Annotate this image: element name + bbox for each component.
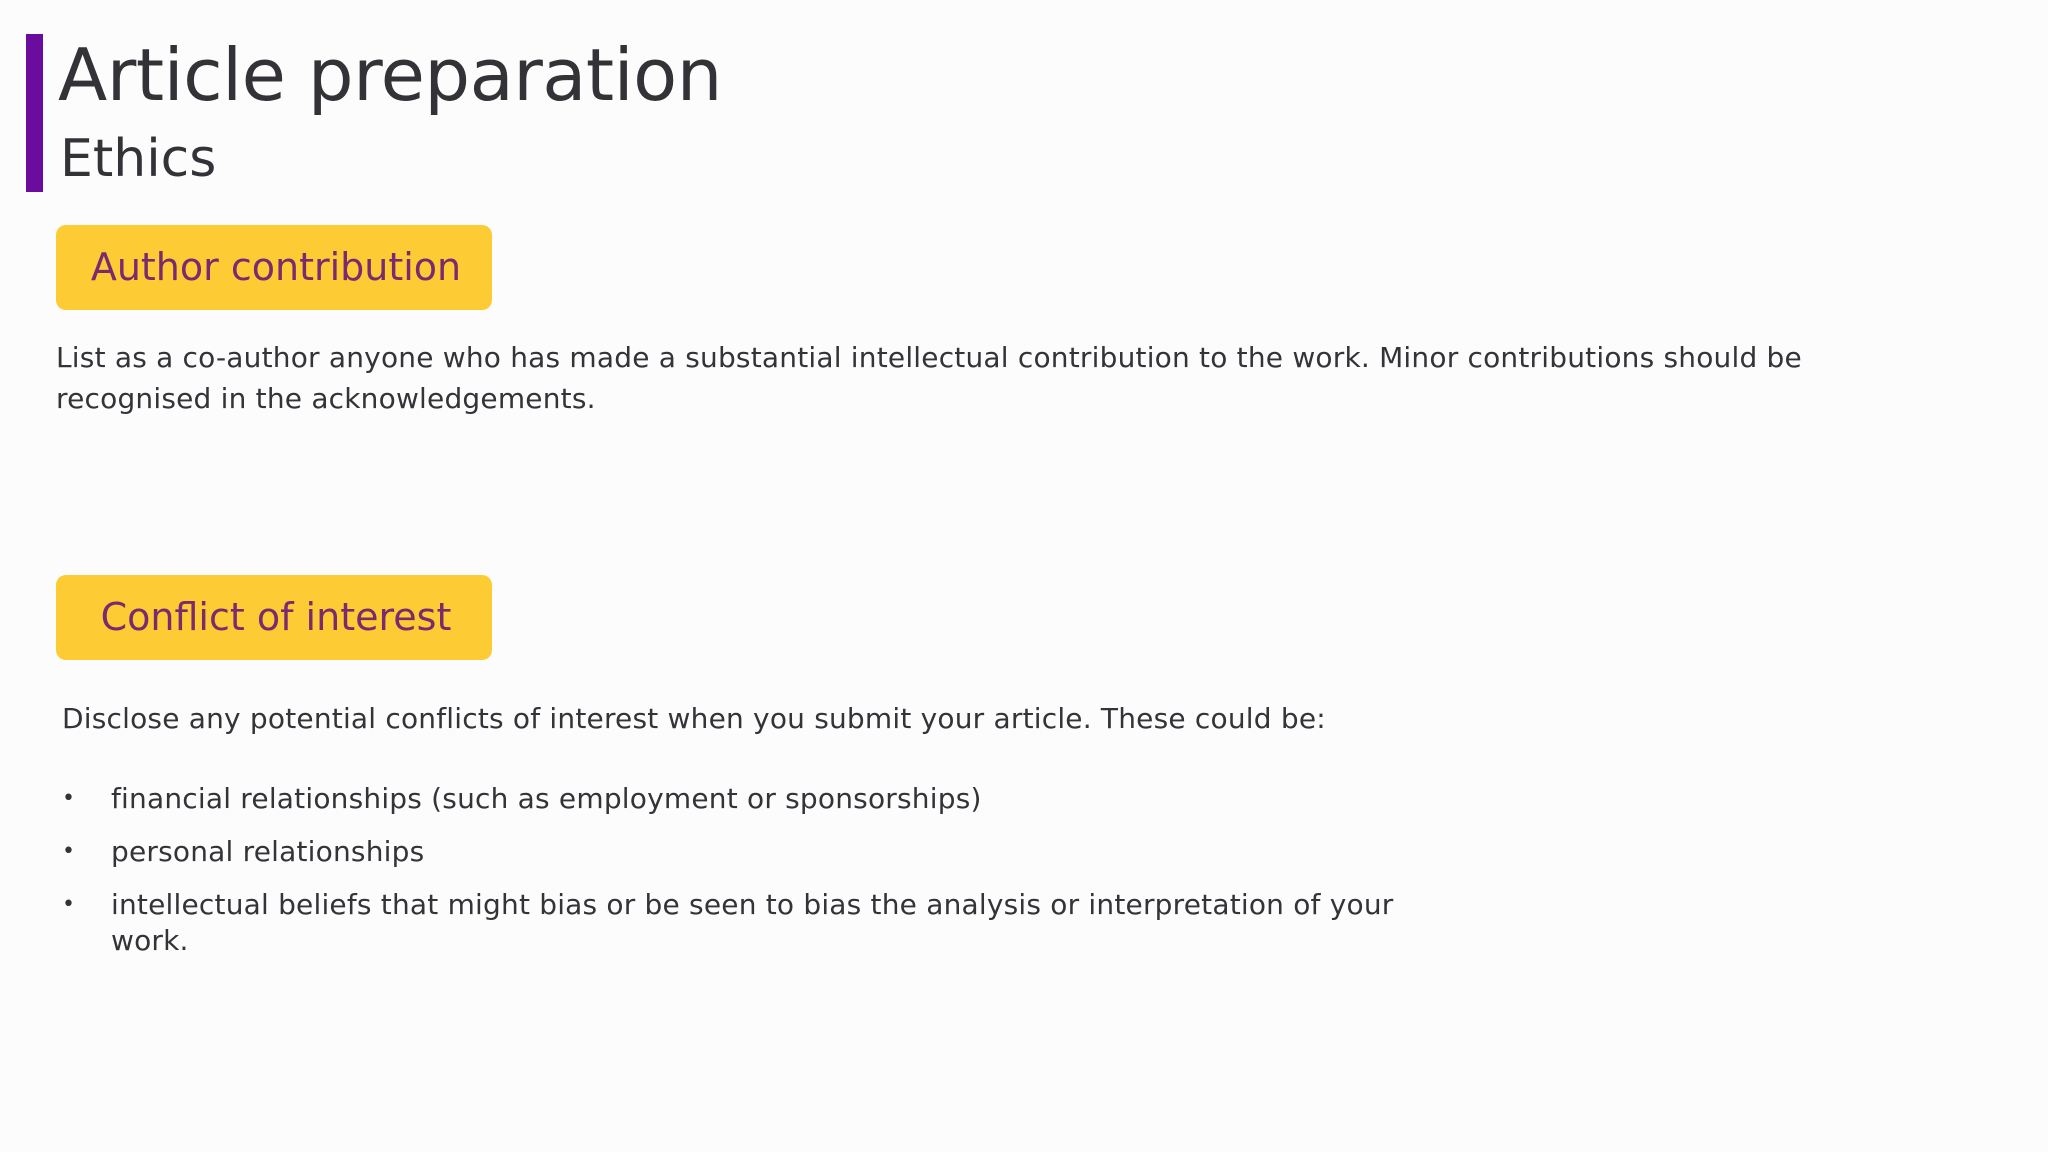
page-subtitle: Ethics: [60, 129, 217, 189]
bullet-icon: •: [62, 786, 76, 811]
conflict-of-interest-list: [62, 781, 1462, 976]
author-contribution-heading: Author contribution: [56, 225, 492, 310]
bullet-icon: •: [62, 892, 76, 917]
conflict-of-interest-heading: Conflict of interest: [56, 575, 492, 660]
accent-bar: [26, 34, 43, 192]
list-item: [62, 834, 1462, 870]
list-item-text: personal relationships: [111, 835, 425, 868]
author-contribution-paragraph: List as a co-author anyone who has made a substantial intellectual contribution to the work. Minor contributions should be recognised in the acknowledgements.: [56, 341, 1802, 415]
list-item: [62, 781, 1462, 817]
bullet-icon: •: [62, 839, 76, 864]
page-title: Article preparation: [58, 33, 722, 117]
list-item: [62, 887, 1462, 959]
conflict-of-interest-paragraph: Disclose any potential conflicts of interest when you submit your article. These could be:: [62, 702, 1326, 735]
list-item-text: financial relationships (such as employment or sponsorships): [111, 782, 982, 815]
list-item-text: intellectual beliefs that might bias or be seen to bias the analysis or interpretation of your work.: [111, 888, 1394, 957]
